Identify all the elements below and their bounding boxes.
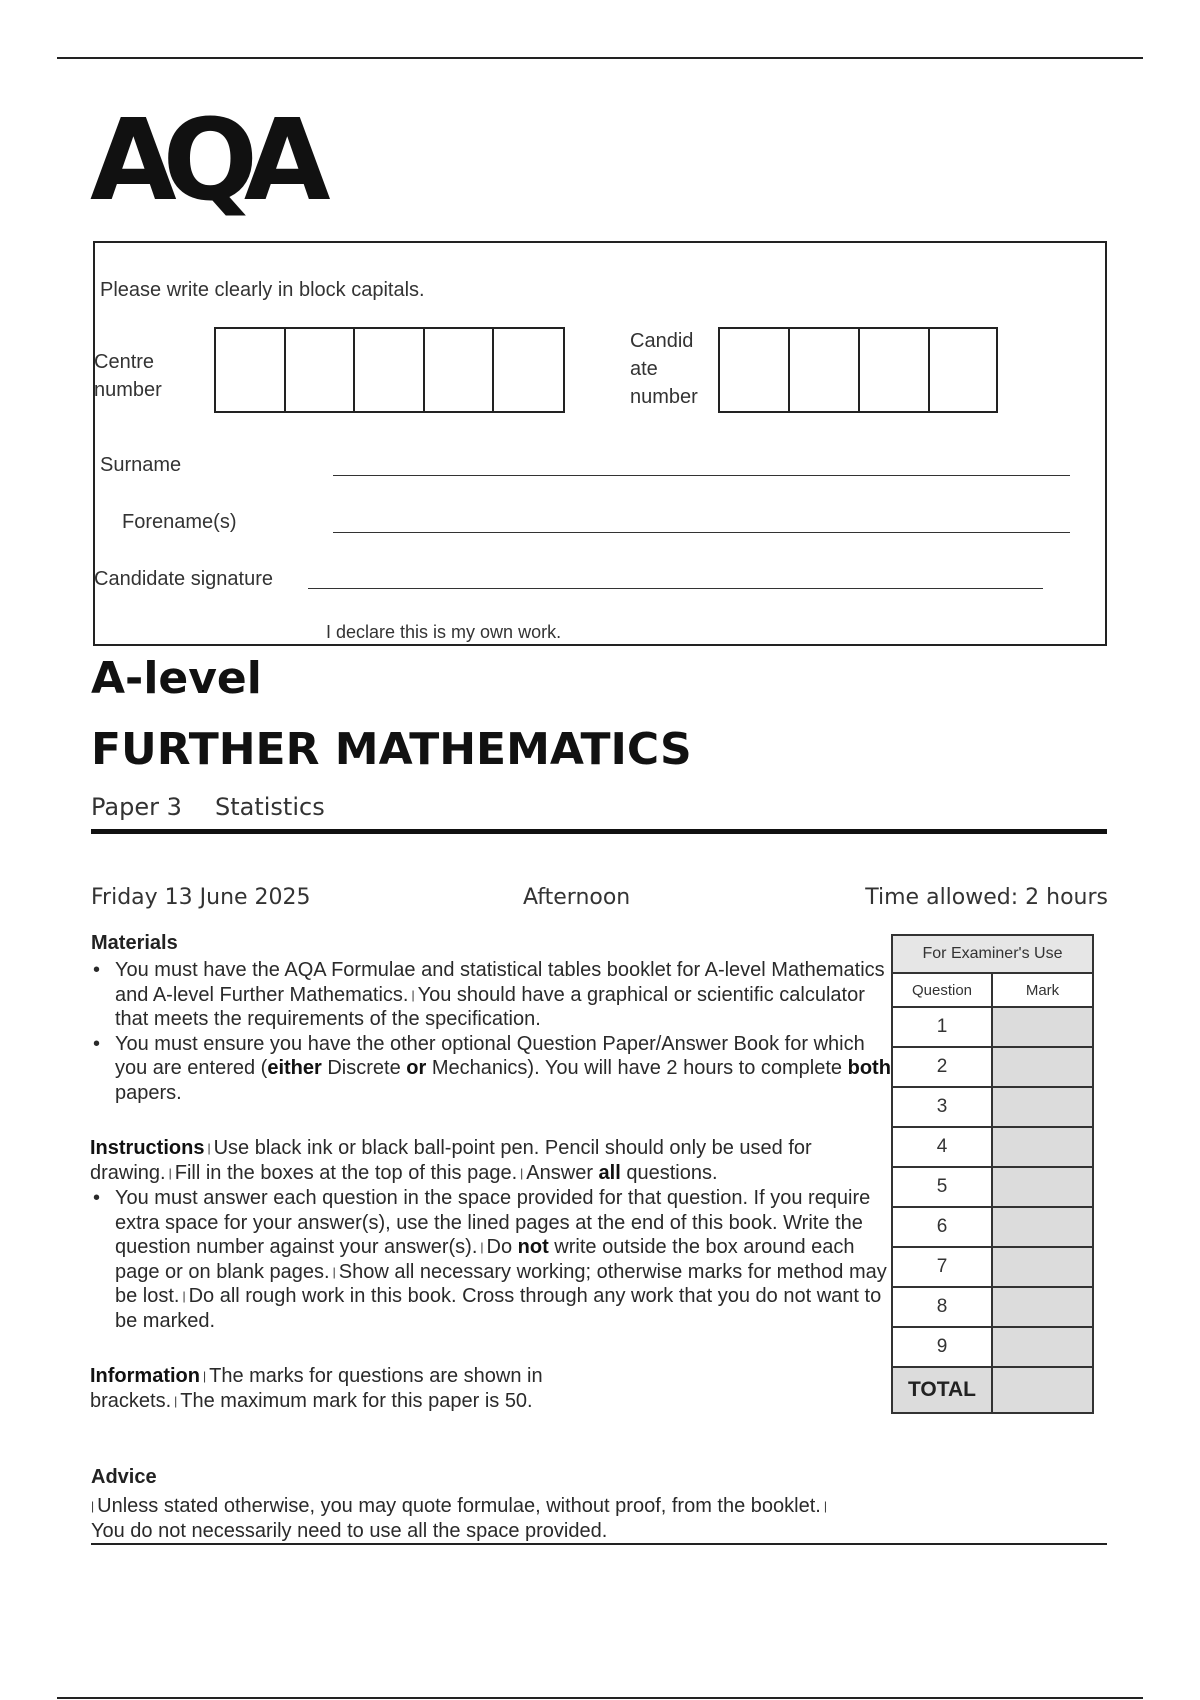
materials-item: • You must have the AQA Formulae and statistical tables booklet for A-level Mathematics and A-level Further Mathematics. | You should have a graphical or scientific calculator that meets the requirements of the specification. bbox=[91, 958, 891, 1032]
mark-cell bbox=[992, 1007, 1093, 1047]
question-number: 5 bbox=[892, 1167, 992, 1207]
information-paragraph: Information | The marks for questions are shown in brackets. | The maximum mark for this paper is 50. bbox=[90, 1365, 543, 1412]
qualification-level: A-level bbox=[91, 653, 262, 704]
mark-cell bbox=[992, 1207, 1093, 1247]
examiners-use-table bbox=[891, 934, 1094, 1414]
bottom-rule bbox=[57, 1697, 1143, 1699]
candidate-number-digit[interactable] bbox=[860, 329, 930, 411]
centre-number-digit[interactable] bbox=[286, 329, 356, 411]
advice-rule bbox=[91, 1543, 1107, 1545]
paper-number: Paper 3 bbox=[91, 793, 182, 821]
materials-heading: Materials bbox=[91, 932, 178, 954]
question-number: 8 bbox=[892, 1287, 992, 1327]
total-label: TOTAL bbox=[892, 1367, 992, 1413]
signature-field[interactable] bbox=[308, 588, 1043, 589]
paper-topic: Statistics bbox=[215, 793, 325, 821]
question-number: 9 bbox=[892, 1327, 992, 1367]
mark-cell bbox=[992, 1247, 1093, 1287]
materials-list bbox=[91, 958, 891, 1105]
advice-paragraph: | Unless stated otherwise, you may quote formulae, without proof, from the booklet. | You do not necessarily need to use all the space provided. bbox=[91, 1495, 827, 1542]
question-number: 7 bbox=[892, 1247, 992, 1287]
question-number: 1 bbox=[892, 1007, 992, 1047]
centre-number-label: Centre number bbox=[94, 351, 162, 401]
instructions-item: • You must answer each question in the space provided for that question. If you require extra space for your answer(s), use the lined pages at the end of this book. Write the question number against your answer(s). | Do not write outside the box around each page or on blank pages. | Show all necessary working; otherwise marks for method may be lost. | Do all rough work in this book. Cross through any work that you do not want to be marked. bbox=[91, 1186, 891, 1333]
candidate-number-boxes bbox=[718, 327, 998, 413]
forenames-label: Forename(s) bbox=[122, 511, 237, 533]
mark-cell bbox=[992, 1127, 1093, 1167]
signature-label: Candidate signature bbox=[94, 568, 274, 590]
instructions-paragraph: Instructions | Use black ink or black ball-point pen. Pencil should only be used for drawing. | Fill in the boxes at the top of this page. | Answer all questions. bbox=[90, 1137, 812, 1184]
mark-column-header: Mark bbox=[992, 973, 1093, 1007]
time-allowed: Time allowed: 2 hours bbox=[865, 885, 1108, 910]
question-number: 3 bbox=[892, 1087, 992, 1127]
question-number: 4 bbox=[892, 1127, 992, 1167]
materials-item: • You must ensure you have the other optional Question Paper/Answer Book for which you are entered (either Discrete or Mechanics). You will have 2 hours to complete both papers. bbox=[91, 1032, 891, 1106]
centre-number-digit[interactable] bbox=[425, 329, 495, 411]
mark-cell bbox=[992, 1087, 1093, 1127]
mark-cell bbox=[992, 1047, 1093, 1087]
question-number: 2 bbox=[892, 1047, 992, 1087]
centre-number-digit[interactable] bbox=[355, 329, 425, 411]
total-mark-cell bbox=[992, 1367, 1093, 1413]
examiners-use-title: For Examiner's Use bbox=[892, 935, 1093, 973]
exam-date: Friday 13 June 2025 bbox=[91, 885, 311, 910]
instructions-heading: Instructions bbox=[90, 1137, 205, 1159]
surname-field[interactable] bbox=[333, 475, 1070, 476]
question-column-header: Question bbox=[892, 973, 992, 1007]
mark-cell bbox=[992, 1167, 1093, 1207]
candidate-number-label: Candid ate number bbox=[630, 330, 698, 408]
centre-number-boxes bbox=[214, 327, 565, 413]
subject-title: FURTHER MATHEMATICS bbox=[91, 724, 692, 775]
block-capitals-instruction: Please write clearly in block capitals. bbox=[100, 279, 425, 301]
candidate-number-digit[interactable] bbox=[790, 329, 860, 411]
exam-session: Afternoon bbox=[523, 885, 631, 910]
title-rule bbox=[91, 829, 1107, 834]
candidate-number-digit[interactable] bbox=[720, 329, 790, 411]
top-rule bbox=[57, 57, 1143, 59]
mark-cell bbox=[992, 1287, 1093, 1327]
information-heading: Information bbox=[90, 1365, 200, 1387]
surname-label: Surname bbox=[100, 454, 182, 476]
mark-cell bbox=[992, 1327, 1093, 1367]
advice-heading: Advice bbox=[91, 1466, 157, 1488]
candidate-number-digit[interactable] bbox=[930, 329, 996, 411]
declaration-text: I declare this is my own work. bbox=[326, 622, 562, 642]
instructions-list bbox=[91, 1186, 891, 1333]
centre-number-digit[interactable] bbox=[494, 329, 563, 411]
forenames-field[interactable] bbox=[333, 532, 1070, 533]
aqa-logo: AQA bbox=[90, 96, 317, 226]
centre-number-digit[interactable] bbox=[216, 329, 286, 411]
question-number: 6 bbox=[892, 1207, 992, 1247]
